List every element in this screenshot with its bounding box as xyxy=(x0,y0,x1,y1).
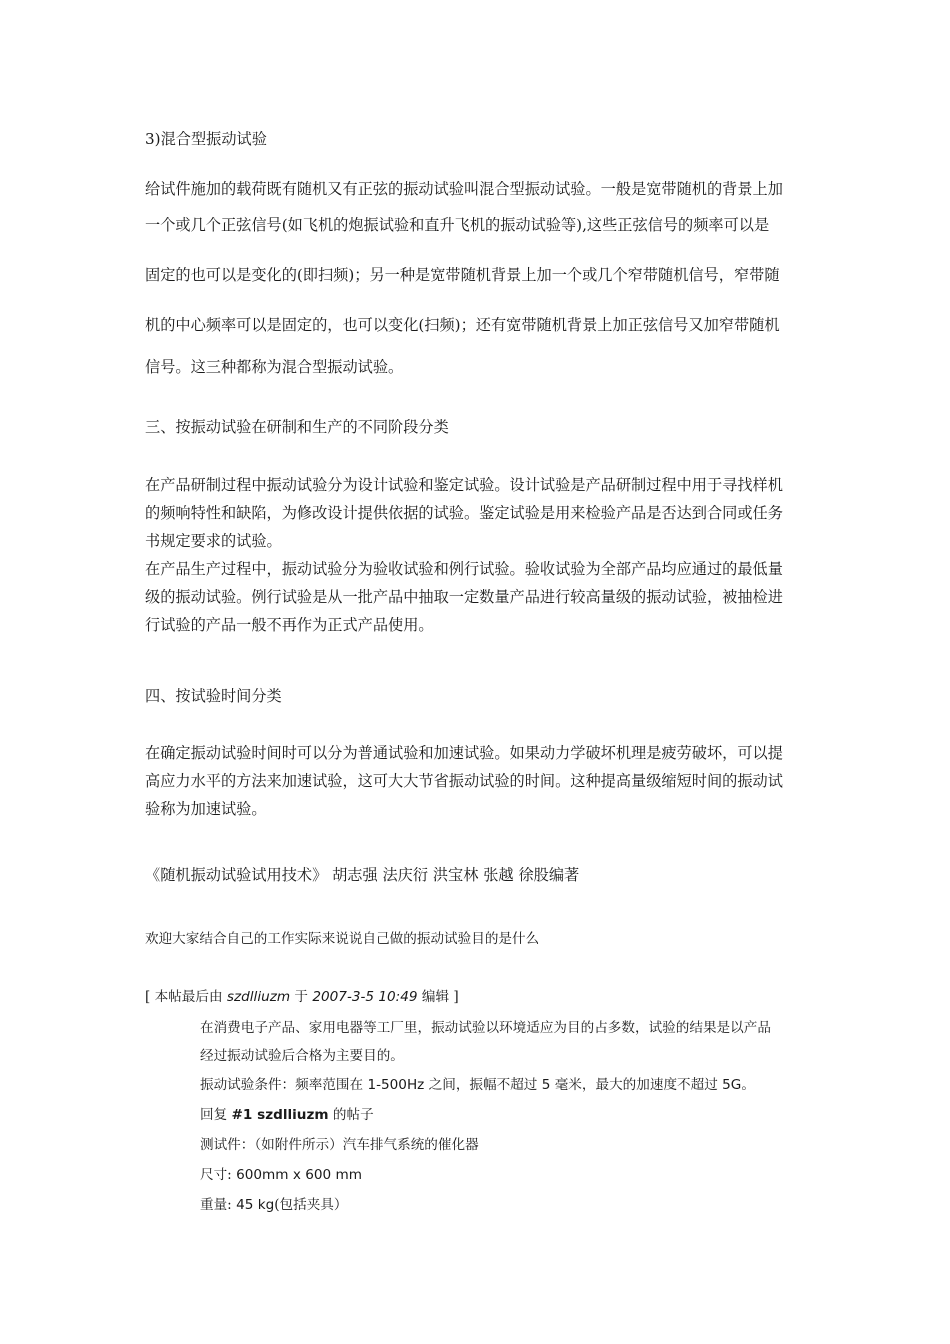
cond-end: 。 xyxy=(741,1077,755,1093)
size-label: 尺寸: xyxy=(200,1167,237,1183)
paragraph-line: 级的振动试验。例行试验是从一批产品中抽取一定数量产品进行较高量级的振动试验，被抽检进 xyxy=(145,588,783,606)
edit-note-close: 编辑 ] xyxy=(417,989,459,1005)
edit-note-time: 2007-3-5 10:49 xyxy=(312,989,418,1005)
reply-quote xyxy=(200,1103,815,1133)
cond-mid2: 毫米，最大的加速度不超过 xyxy=(550,1077,723,1093)
paragraph-line: 固定的也可以是变化的(即扫频)；另一种是宽带随机背景上加一个或几个窄带随机信号，窄带随 xyxy=(145,266,780,284)
section-3-paragraph xyxy=(145,178,815,386)
paragraph-line: 信号。这三种都称为混合型振动试验。 xyxy=(145,358,404,376)
edit-note xyxy=(145,985,815,1005)
cond-amplitude: 5 xyxy=(541,1077,551,1093)
test-item-size xyxy=(200,1163,815,1193)
cond-mid: 之间，振幅不超过 xyxy=(424,1077,542,1093)
reply-line: 经过振动试验后合格为主要目的。 xyxy=(200,1048,404,1064)
cond-frequency: 1-500Hz xyxy=(367,1077,425,1093)
section-four-heading: 四、按试验时间分类 xyxy=(145,687,282,705)
weight-value: 45 kg xyxy=(236,1197,275,1213)
section-four-paragraph xyxy=(145,742,815,826)
paragraph-line: 在产品研制过程中振动试验分为设计试验和鉴定试验。设计试验是产品研制过程中用于寻找样机 xyxy=(145,476,783,494)
paragraph-line: 的频响特性和缺陷，为修改设计提供依据的试验。鉴定试验是用来检验产品是否达到合同或任务 xyxy=(145,504,783,522)
edit-note-user[interactable]: szdlliuzm xyxy=(226,989,291,1005)
paragraph-line: 给试件施加的载荷既有随机又有正弦的振动试验叫混合型振动试验。一般是宽带随机的背景上加 xyxy=(145,180,783,198)
test-item: 测试件：（如附件所示）汽车排气系统的催化器 xyxy=(200,1137,479,1153)
paragraph-line: 一个或几个正弦信号(如飞机的炮振试验和直升飞机的振动试验等),这些正弦信号的频率可以是 xyxy=(145,216,770,234)
section-three-paragraph xyxy=(145,474,815,642)
quote-prefix: 回复 xyxy=(200,1107,232,1123)
invitation-text: 欢迎大家结合自己的工作实际来说说自己做的振动试验目的是什么 xyxy=(145,931,540,947)
reply-block xyxy=(200,1016,815,1223)
paragraph-line: 在确定振动试验时间时可以分为普通试验和加速试验。如果动力学破坏机理是疲劳破坏，可以提 xyxy=(145,744,783,762)
book-reference: 《随机振动试验试用技术》 胡志强 法庆衍 洪宝林 张越 徐股编著 xyxy=(145,866,580,884)
weight-note: (包括夹具） xyxy=(274,1197,348,1213)
paragraph-line: 书规定要求的试验。 xyxy=(145,532,282,550)
quote-post-link[interactable]: #1 szdlliuzm xyxy=(231,1107,329,1123)
section-3-heading: 3)混合型振动试验 xyxy=(145,130,267,148)
paragraph-line: 机的中心频率可以是固定的，也可以变化(扫频)；还有宽带随机背景上加正弦信号又加窄带随机 xyxy=(145,316,780,334)
size-value: 600mm x 600 mm xyxy=(236,1167,362,1183)
cond-prefix: 振动试验条件：频率范围在 xyxy=(200,1077,368,1093)
paragraph-line: 行试验的产品一般不再作为正式产品使用。 xyxy=(145,616,434,634)
quote-suffix: 的帖子 xyxy=(328,1107,374,1123)
edit-note-mid: 于 xyxy=(290,989,313,1005)
reply-line: 在消费电子产品、家用电器等工厂里，振动试验以环境适应为目的占多数，试验的结果是以产品 xyxy=(200,1020,771,1036)
cond-acceleration: 5G xyxy=(722,1077,742,1093)
weight-label: 重量: xyxy=(200,1197,237,1213)
section-three-heading: 三、按振动试验在研制和生产的不同阶段分类 xyxy=(145,418,449,436)
test-item-weight xyxy=(200,1193,815,1223)
edit-note-open: [ 本帖最后由 xyxy=(145,989,227,1005)
paragraph-line: 在产品生产过程中，振动试验分为验收试验和例行试验。验收试验为全部产品均应通过的最低量 xyxy=(145,560,783,578)
paragraph-line: 高应力水平的方法来加速试验，这可大大节省振动试验的时间。这种提高量级缩短时间的振动试 xyxy=(145,772,783,790)
test-conditions xyxy=(200,1073,815,1103)
paragraph-line: 验称为加速试验。 xyxy=(145,800,267,818)
